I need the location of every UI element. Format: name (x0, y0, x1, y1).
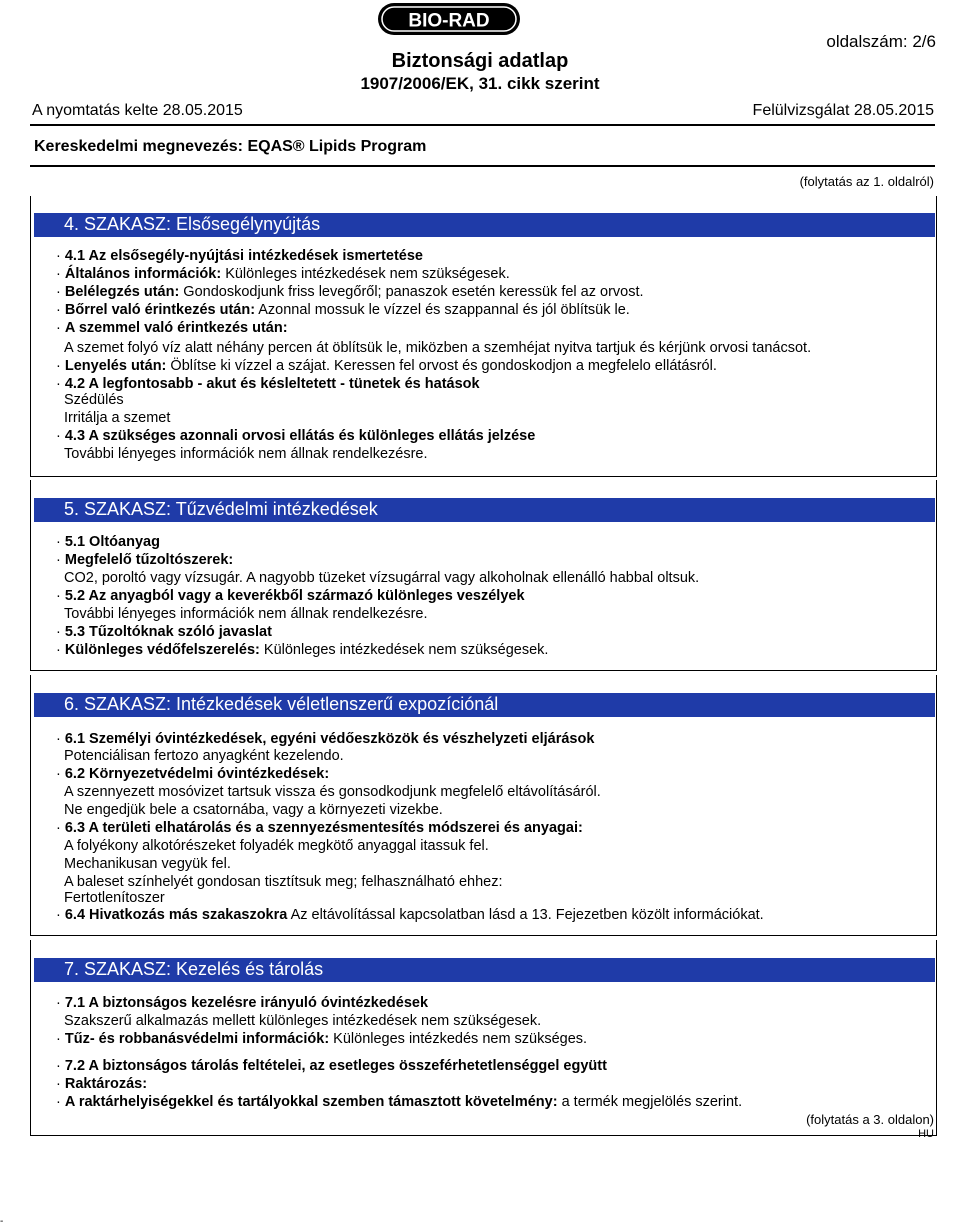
text-line (64, 838, 489, 854)
bullet: · (56, 907, 65, 923)
bullet: · (56, 1031, 65, 1047)
text-line (64, 446, 428, 462)
bullet: · (56, 624, 65, 640)
text-line (56, 1058, 607, 1074)
line-text: CO2, poroltó vagy vízsugár. A nagyobb tüzeket vízsugárral vagy alkoholnak ellenálló habbal oltsuk. (64, 570, 700, 586)
text-line (64, 1013, 541, 1029)
text-line (56, 642, 548, 658)
corner-mark: - (0, 1216, 4, 1227)
line-label: 4.3 A szükséges azonnali orvosi ellátás és különleges ellátás jelzése (64, 428, 536, 444)
line-text: Különleges intézkedés nem szükséges. (329, 1031, 588, 1047)
line-label: Lenyelés után: (64, 358, 167, 374)
bullet: · (56, 731, 65, 747)
bullet: · (56, 358, 65, 374)
text-line (64, 802, 443, 818)
line-text: A baleset színhelyét gondosan tisztítsuk meg; felhasználható ehhez: (64, 874, 503, 890)
line-text: Irritálja a szemet (64, 410, 171, 426)
text-line (64, 784, 601, 800)
line-label: Raktározás: (64, 1076, 148, 1092)
text-line (56, 376, 480, 392)
text-line (64, 410, 170, 426)
line-text: a termék megjelölés szerint. (557, 1094, 743, 1110)
line-label: 6.2 Környezetvédelmi óvintézkedések: (64, 766, 330, 782)
text-line (56, 266, 510, 282)
line-label: 4.1 Az elsősegély-nyújtási intézkedések ismertetése (64, 248, 423, 264)
line-text: További lényeges információk nem állnak rendelkezésre. (64, 606, 428, 622)
line-label: Általános információk: (64, 266, 222, 282)
bullet: · (56, 1058, 65, 1074)
bullet: · (56, 1094, 65, 1110)
document-subtitle: 1907/2006/EK, 31. cikk szerint (360, 74, 600, 93)
text-line (56, 731, 594, 747)
section-5-title: 5. SZAKASZ: Tűzvédelmi intézkedések (64, 499, 378, 519)
print-date: A nyomtatás kelte 28.05.2015 (32, 102, 243, 119)
text-line (64, 890, 165, 906)
text-line (56, 552, 233, 568)
line-label: A szemmel való érintkezés után: (64, 320, 288, 336)
bullet: · (56, 284, 65, 300)
bullet: · (56, 320, 65, 336)
bullet: · (56, 552, 65, 568)
continued-to: (folytatás a 3. oldalon) (806, 1112, 934, 1127)
line-text: Ne engedjük bele a csatornába, vagy a környezeti vizekbe. (64, 802, 443, 818)
text-line (56, 248, 423, 264)
text-line (56, 358, 717, 374)
text-line (56, 820, 583, 836)
text-line (56, 284, 644, 300)
bullet: · (56, 1076, 65, 1092)
text-line (64, 392, 124, 408)
text-line (64, 856, 231, 872)
line-text: Gondoskodjunk friss levegőről; panaszok esetén keressük fel az orvost. (179, 284, 644, 300)
line-label: 7.2 A biztonságos tárolás feltételei, az esetleges összeférhetetlenséggel együtt (64, 1058, 607, 1074)
section-4-title: 4. SZAKASZ: Elsősegélynyújtás (64, 214, 321, 234)
line-text: A folyékony alkotórészeket folyadék megkötő anyaggal itassuk fel. (64, 838, 489, 854)
line-text: A szennyezett mosóvizet tartsuk vissza és gonsodkodjunk megfelelő eltávolításáról. (64, 784, 601, 800)
section-6-title: 6. SZAKASZ: Intézkedések véletlenszerű expozíciónál (64, 694, 499, 714)
document-title: Biztonsági adatlap (391, 50, 569, 72)
line-label: Belélegzés után: (64, 284, 180, 300)
text-line (56, 1031, 587, 1047)
text-line (64, 606, 428, 622)
bullet: · (56, 642, 65, 658)
line-label: 5.1 Oltóanyag (64, 534, 160, 550)
text-line (64, 570, 699, 586)
line-text: Fertotlenítoszer (64, 890, 165, 906)
text-line (56, 624, 272, 640)
text-line (56, 907, 764, 923)
line-text: Szakszerű alkalmazás mellett különleges intézkedések nem szükségesek. (64, 1013, 542, 1029)
line-label: Megfelelő tűzoltószerek: (64, 552, 234, 568)
line-label: 6.3 A területi elhatárolás és a szennyezésmentesítés módszerei és anyagai: (64, 820, 583, 836)
line-text: Azonnal mossuk le vízzel és szappannal és jól öblítsük le. (255, 302, 630, 318)
text-line (56, 320, 288, 336)
header-rule-bottom (30, 165, 935, 167)
bullet: · (56, 766, 65, 782)
language-code: HU (918, 1128, 934, 1140)
line-text: Az eltávolítással kapcsolatban lásd a 13. Fejezetben közölt információkat. (287, 907, 764, 923)
page-number: oldalszám: 2/6 (826, 32, 936, 51)
bullet: · (56, 534, 65, 550)
bullet: · (56, 376, 65, 392)
bullet: · (56, 266, 65, 282)
line-label: 7.1 A biztonságos kezelésre irányuló óvintézkedések (64, 995, 429, 1011)
section-7-title: 7. SZAKASZ: Kezelés és tárolás (64, 959, 324, 979)
line-text: Öblítse ki vízzel a szájat. Keressen fel orvost és gondoskodjon a megfelelo ellátásról. (166, 358, 717, 374)
text-line (56, 1094, 742, 1110)
text-line (64, 340, 811, 356)
text-line (56, 428, 535, 444)
line-label: Bőrrel való érintkezés után: (64, 302, 256, 318)
bio-rad-logo (377, 2, 521, 36)
text-line (64, 748, 344, 764)
logo-text: BIO-RAD (408, 10, 490, 32)
line-label: 5.2 Az anyagból vagy a keverékből származó különleges veszélyek (64, 588, 525, 604)
line-label: 5.3 Tűzoltóknak szóló javaslat (64, 624, 272, 640)
line-label: 4.2 A legfontosabb - akut és késleltetett - tünetek és hatások (64, 376, 480, 392)
line-label: 6.1 Személyi óvintézkedések, egyéni védőeszközök és vészhelyzeti eljárások (64, 731, 595, 747)
line-text: Különleges intézkedések nem szükségesek. (259, 642, 549, 658)
text-line (56, 534, 160, 550)
header-rule-top (30, 124, 935, 126)
bullet: · (56, 995, 65, 1011)
bullet: · (56, 820, 65, 836)
text-line (56, 1076, 147, 1092)
line-label: Tűz- és robbanásvédelmi információk: (64, 1031, 330, 1047)
line-label: A raktárhelyiségekkel és tartályokkal szemben támasztott követelmény: (64, 1094, 558, 1110)
text-line (56, 766, 329, 782)
bullet: · (56, 302, 65, 318)
line-label: Különleges védőfelszerelés: (64, 642, 260, 658)
bullet: · (56, 248, 65, 264)
line-text: Szédülés (64, 392, 124, 408)
trade-name: Kereskedelmi megnevezés: EQAS® Lipids Program (34, 138, 427, 155)
text-line (56, 995, 428, 1011)
bullet: · (56, 588, 65, 604)
line-text: További lényeges információk nem állnak rendelkezésre. (64, 446, 428, 462)
continued-from: (folytatás az 1. oldalról) (799, 174, 934, 189)
line-text: A szemet folyó víz alatt néhány percen át öblítsük le, miközben a szemhéjat nyitva tartjuk és kérjünk orvosi tanácsot. (64, 340, 812, 356)
line-label: 6.4 Hivatkozás más szakaszokra (64, 907, 288, 923)
revision-date: Felülvizsgálat 28.05.2015 (752, 102, 934, 119)
line-text: Potenciálisan fertozo anyagként kezelendo. (64, 748, 344, 764)
line-text: Különleges intézkedések nem szükségesek. (221, 266, 510, 282)
bullet: · (56, 428, 65, 444)
text-line (56, 588, 525, 604)
text-line (64, 874, 503, 890)
line-text: Mechanikusan vegyük fel. (64, 856, 231, 872)
text-line (56, 302, 630, 318)
